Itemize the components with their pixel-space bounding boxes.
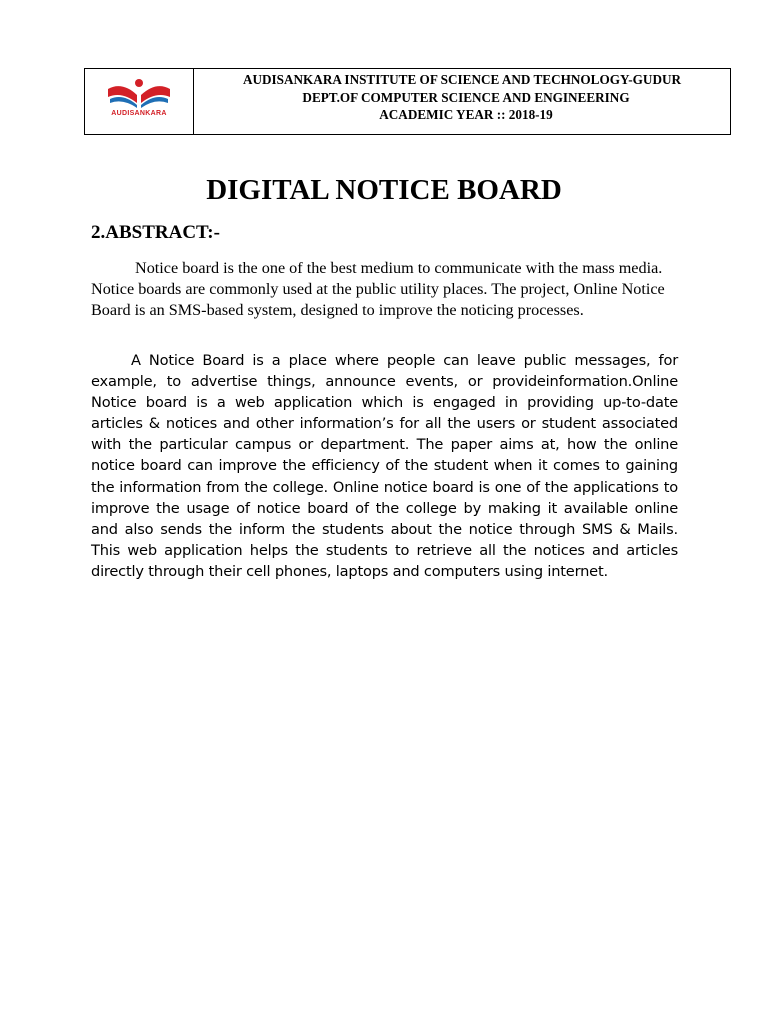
institute-name: AUDISANKARA INSTITUTE OF SCIENCE AND TECHNOLOGY-GUDUR <box>242 72 682 87</box>
institute-logo <box>104 77 174 111</box>
academic-year: ACADEMIC YEAR :: 2018-19 <box>379 107 553 122</box>
section-heading: 2.ABSTRACT:- <box>91 222 220 243</box>
abstract-paragraph-2: A Notice Board is a place where people can leave public messages, for example, to advertise things, announce events, or provideinformation.Online Notice board is a web application which is engaged in providing up-to-date articles & notices and other information’s for all the users or student associated with the particular campus or department. The paper aims at, how the online notice board can improve the efficiency of the student when it comes to gaining the information from the college. Online notice board is one of the applications to improve the usage of notice board of the college by making it available online and also sends the inform the students about the notice through SMS & Mails. This web application helps the students to retrieve all the notices and articles directly through their cell phones, laptops and computers using internet. <box>91 352 678 580</box>
header-text-block <box>194 69 730 134</box>
document-title: DIGITAL NOTICE BOARD <box>206 174 562 206</box>
logo-wordmark: AUDISANKARA <box>111 110 167 117</box>
abstract-paragraph-1: Notice board is the one of the best medium to communicate with the mass media. Notice boards are commonly used at the public utility places. The project, Online Notice Board is an SMS-based system, designed to improve the noticing processes. <box>91 259 665 320</box>
document-header <box>84 68 731 135</box>
institute-logo-cell <box>85 69 194 134</box>
department-name: DEPT.OF COMPUTER SCIENCE AND ENGINEERING <box>302 89 630 105</box>
